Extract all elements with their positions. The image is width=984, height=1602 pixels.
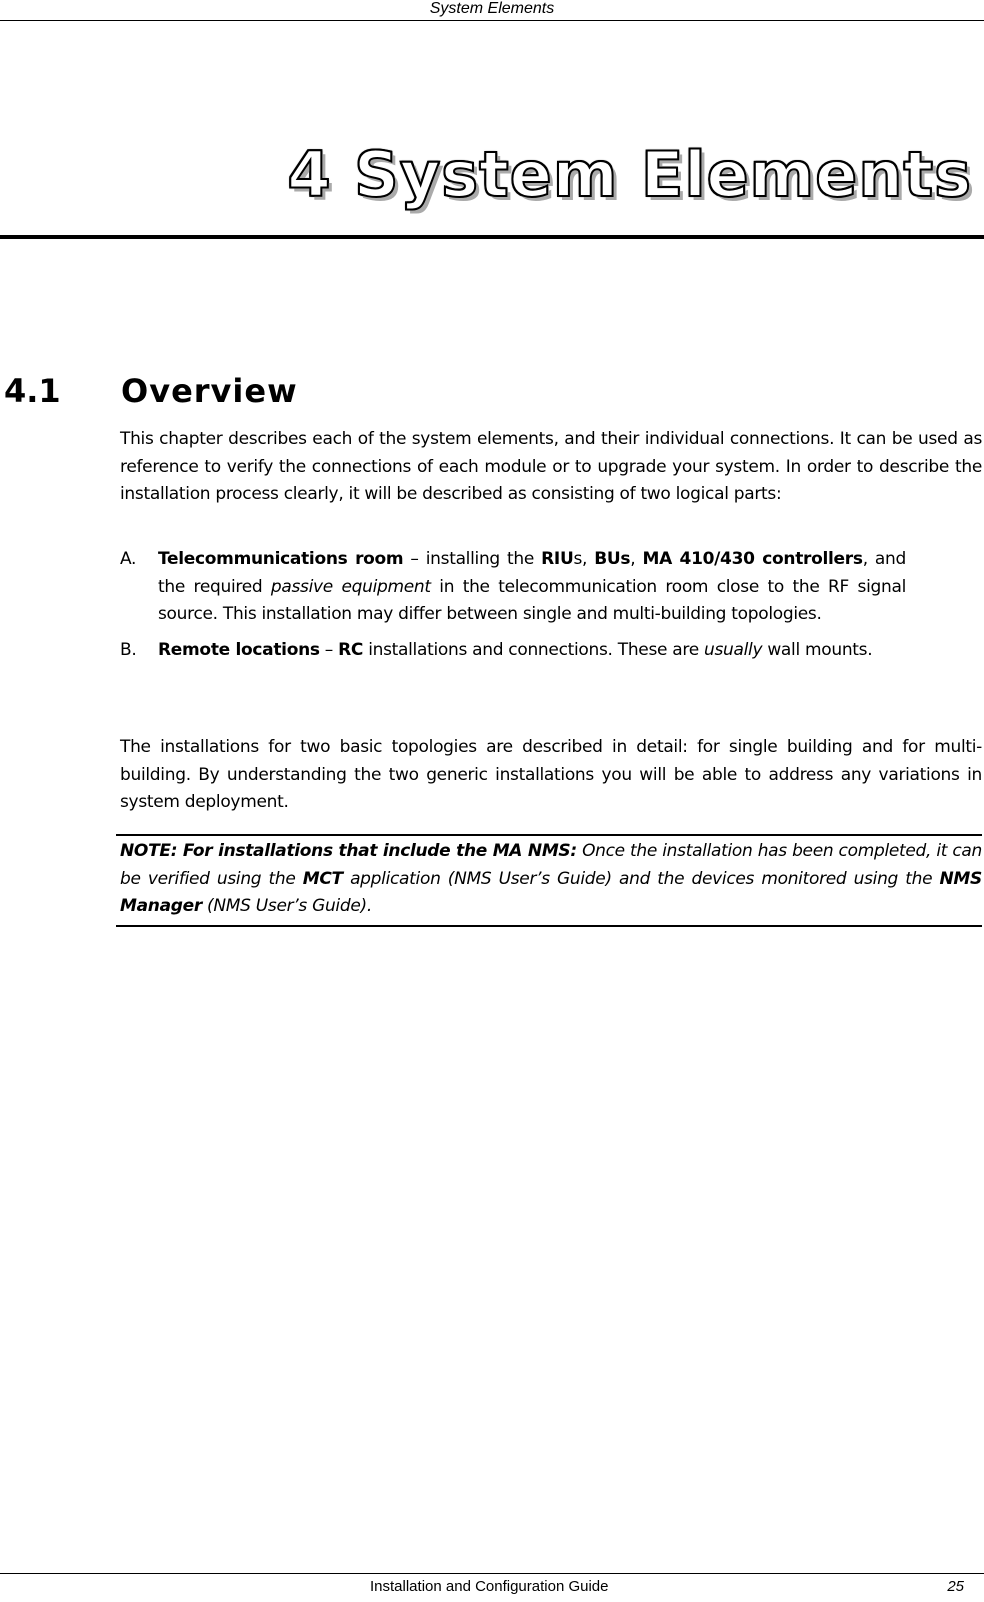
list-item-a — [120, 546, 906, 629]
footer-guide-title: Installation and Configuration Guide — [370, 1578, 609, 1595]
text: , and the required — [158, 549, 906, 597]
list-item-b — [120, 637, 906, 665]
running-header: System Elements — [0, 0, 984, 21]
list-text — [158, 637, 906, 665]
term: RC — [338, 639, 364, 660]
text: Once the installation has been completed, it can be verified using the — [120, 841, 982, 889]
text: installations and connections. These are — [363, 639, 704, 660]
section-number: 4.1 — [4, 372, 61, 410]
term: BUs — [594, 549, 631, 569]
list-marker: B. — [120, 639, 137, 660]
term: MA 410/430 controllers — [642, 549, 863, 569]
text: in the telecommunication room close to the RF signal source. This installation may differ between single and multi-building topologies. — [158, 576, 907, 624]
text: – installing the — [403, 549, 542, 569]
term: Remote locations — [158, 639, 320, 660]
text: , — [630, 549, 643, 569]
page-number: 25 — [947, 1578, 964, 1595]
intro-paragraph: This chapter describes each of the system elements, and their individual connections. It can be used as reference to verify the connections of each module or to upgrade your system. In order to describe the installation process clearly, it will be described as consisting of two logical parts: — [120, 429, 982, 504]
parts-list — [120, 546, 906, 672]
text: (NMS User’s Guide). — [201, 896, 372, 916]
text: wall mounts. — [762, 639, 873, 660]
term: RIU — [541, 549, 574, 569]
topologies-paragraph: The installations for two basic topologies are described in detail: for single building and for multi-building. By understanding the two generic installations you will be able to address any variations in system deployment. — [120, 737, 982, 812]
page-footer — [0, 1573, 984, 1602]
text: application (NMS User’s Guide) and the devices monitored using the — [342, 868, 940, 889]
chapter-rule — [0, 235, 984, 239]
section-title: Overview — [121, 372, 298, 410]
list-marker: A. — [120, 549, 137, 569]
term: Telecommunications room — [158, 549, 404, 569]
emphasis: usually — [703, 639, 763, 660]
note-lead: NOTE: For installations that include the MA NMS: — [120, 841, 577, 861]
text: s, — [573, 549, 595, 569]
chapter-title: 4 System Elements — [287, 138, 972, 211]
text: – — [319, 639, 339, 660]
term: MCT — [302, 868, 343, 889]
note-box — [116, 834, 982, 927]
list-text — [158, 546, 906, 629]
term: NMS Manager — [120, 868, 982, 916]
emphasis: passive equipment — [270, 576, 431, 597]
